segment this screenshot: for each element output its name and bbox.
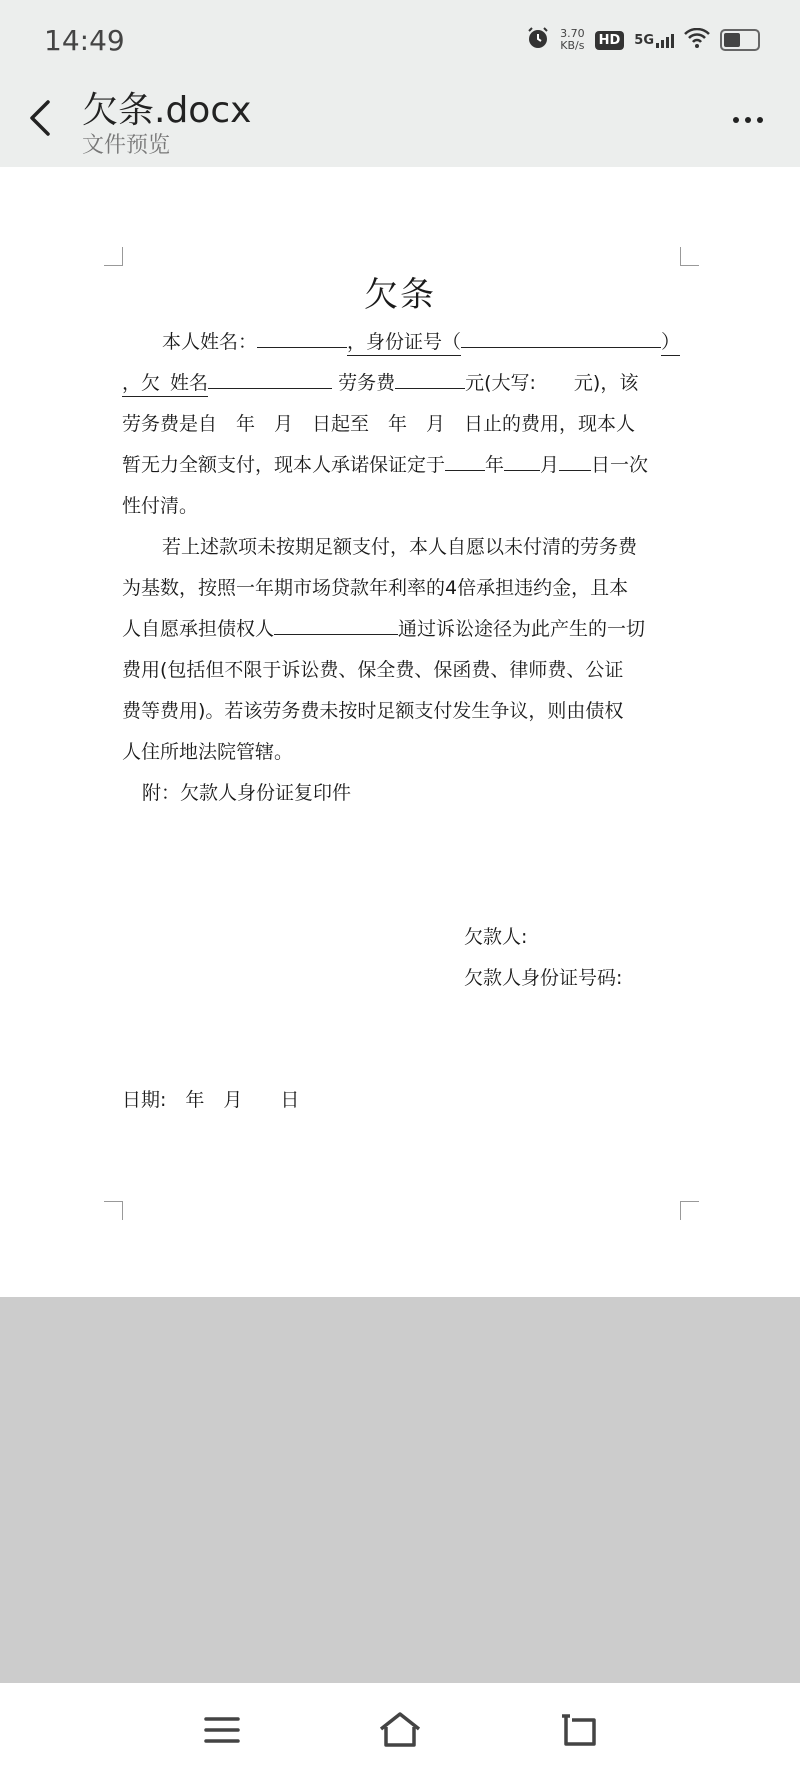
alarm-icon	[526, 26, 550, 54]
home-button[interactable]	[370, 1705, 430, 1755]
doc-line: 费等费用)。若该劳务费未按时足额支付发生争议，则由债权	[122, 700, 624, 722]
page-corner-mark	[680, 247, 699, 266]
menu-button[interactable]	[192, 1705, 252, 1755]
doc-line: 本人姓名： ，身份证号（ ）	[122, 322, 678, 363]
preview-background	[0, 1297, 800, 1683]
doc-attachment-note: 附：欠款人身份证复印件	[142, 782, 352, 804]
debtor-id-label: 欠款人身份证号码:	[464, 967, 623, 989]
home-icon	[378, 1711, 422, 1749]
doc-line: ，欠 姓名 劳务费 元(大写: 元)，该	[122, 363, 678, 404]
page-corner-mark	[680, 1201, 699, 1220]
hd-icon: HD	[595, 31, 625, 50]
status-time: 14:49	[44, 24, 125, 57]
page-corner-mark	[104, 1201, 123, 1220]
doc-line: 暂无力全额支付，现本人承诺保证定于 年 月 日一次	[122, 454, 649, 476]
network-speed: 3.70 KB/s	[560, 27, 585, 52]
doc-line: 人住所地法院管辖。	[122, 741, 294, 763]
document-page[interactable]	[0, 167, 800, 1297]
back-button[interactable]	[20, 90, 60, 146]
back-icon	[558, 1712, 598, 1748]
doc-line: 劳务费是自 年 月 日起至 年 月 日止的费用，现本人	[122, 413, 636, 435]
debtor-label: 欠款人:	[464, 926, 528, 948]
back-arrow-icon	[28, 98, 52, 138]
document-content	[122, 267, 681, 1111]
status-icons	[526, 26, 760, 54]
doc-line: 人自愿承担债权人 通过诉讼途径为此产生的一切	[122, 618, 646, 640]
wifi-icon	[684, 28, 710, 52]
doc-line: 为基数，按照一年期市场贷款年利率的4倍承担违约金，且本	[122, 577, 629, 599]
more-options-icon	[733, 117, 739, 123]
menu-icon	[204, 1716, 240, 1744]
system-nav-bar	[0, 1683, 800, 1778]
back-nav-button[interactable]	[548, 1705, 608, 1755]
document-title: 欠条	[364, 275, 436, 315]
signal-icon	[634, 33, 674, 48]
top-bar	[0, 0, 800, 167]
date-line: 日期: 年 月 日	[122, 1089, 300, 1111]
file-subtitle: 文件预览	[82, 133, 171, 158]
more-options-button[interactable]	[726, 100, 770, 140]
battery-icon	[720, 29, 760, 51]
doc-line: 若上述款项未按期足额支付，本人自愿以未付清的劳务费	[162, 536, 638, 558]
doc-line: 费用(包括但不限于诉讼费、保全费、保函费、律师费、公证	[122, 659, 624, 681]
page-corner-mark	[104, 247, 123, 266]
file-title: 欠条.docx	[82, 90, 252, 131]
network-type: 5G	[634, 32, 654, 48]
doc-line: 性付清。	[122, 495, 199, 517]
